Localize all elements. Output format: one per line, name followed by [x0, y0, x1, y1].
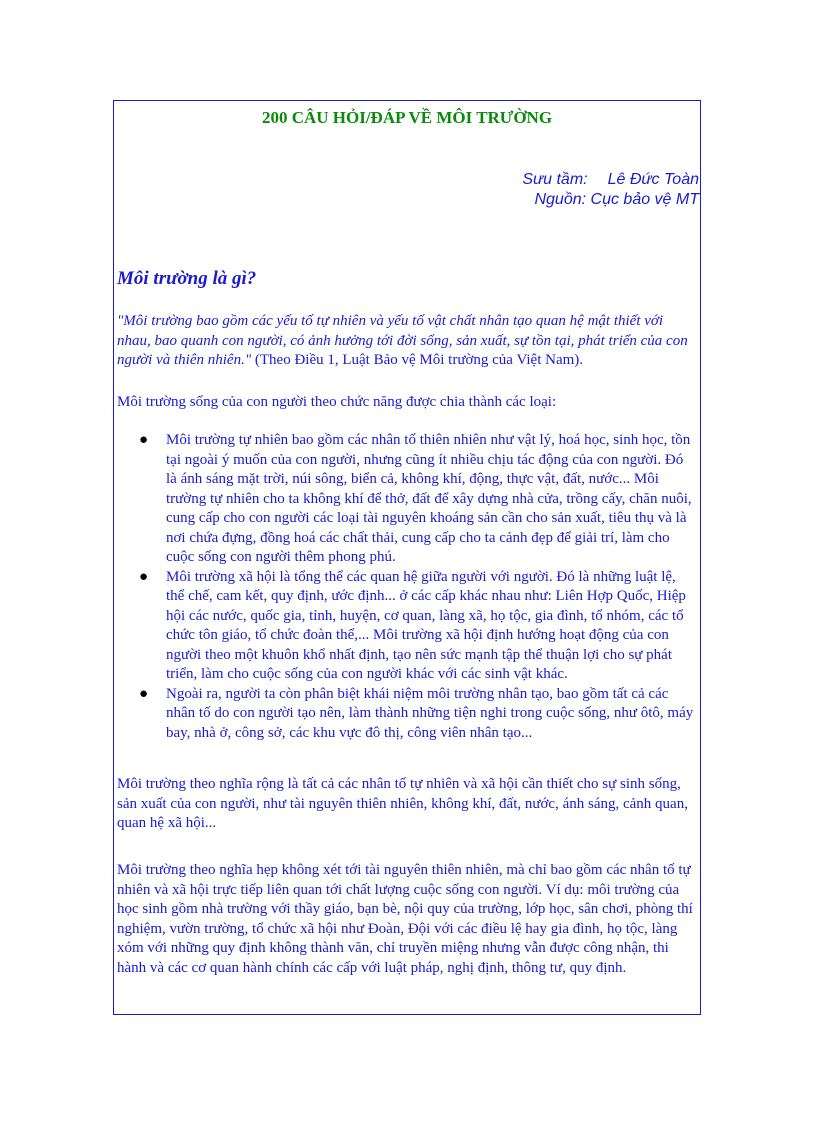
document-page: [113, 100, 701, 1015]
collector-label: Sưu tầm:: [522, 171, 588, 188]
definition-citation: (Theo Điều 1, Luật Bảo vệ Môi trường của Việt Nam).: [251, 352, 584, 368]
broad-definition-paragraph: Môi trường theo nghĩa rộng là tất cả các nhân tố tự nhiên và xã hội cần thiết cho sự sinh sống, sản xuất của con người, như tài nguyên thiên nhiên, không khí, đất, nước, ánh sáng, cảnh quan, quan hệ xã hội...: [117, 776, 688, 831]
list-item: [117, 431, 695, 568]
credits-block: [522, 170, 699, 210]
source-line: [522, 190, 699, 210]
collector-name: Lê Đức Toàn: [607, 171, 699, 188]
narrow-definition-paragraph: Môi trường theo nghĩa hẹp không xét tới tài nguyên thiên nhiên, mà chỉ bao gồm các nhân tố tự nhiên và xã hội trực tiếp liên quan tới chất lượng cuộc sống con người. Ví dụ: môi trường của học sinh gồm nhà trường với thầy giáo, bạn bè, nội quy của trường, lớp học, sân chơi, phòng thí nghiệm, vườn trường, tổ chức xã hội như Đoàn, Đội với các điều lệ hay gia đình, họ tộc, làng xóm với những quy định không thành văn, chỉ truyền miệng nhưng vẫn được công nhận, thi hành và các cơ quan hành chính các cấp với luật pháp, nghị định, thông tư, quy định.: [117, 862, 693, 976]
source-name: Cục bảo vệ MT: [590, 191, 699, 208]
bullet-icon: ●: [139, 568, 149, 585]
list-item: [117, 568, 695, 685]
list-item-text: Môi trường xã hội là tổng thể các quan hệ giữa người với người. Đó là những luật lệ, thể chế, cam kết, quy định, ước định... ở các cấp khác nhau như: Liên Hợp Quốc, Hiệp hội các nước, quốc gia, tỉnh, huyện, cơ quan, làng xã, họ tộc, gia đình, tổ nhóm, các tổ chức tôn giáo, tổ chức đoàn thể,... Môi trường xã hội định hướng hoạt động của con người theo một khuôn khổ nhất định, tạo nên sức mạnh tập thể thuận lợi cho sự phát triển, làm cho cuộc sống của con người khác với các sinh vật khác.: [166, 568, 686, 682]
list-item-text: Ngoài ra, người ta còn phân biệt khái niệm môi trường nhân tạo, bao gồm tất cả các nhân tố do con người tạo nên, làm thành những tiện nghi trong cuộc sống, như ôtô, máy bay, nhà ở, công sở, các khu vực đô thị, công viên nhân tạo...: [166, 685, 694, 741]
collector-line: [522, 170, 699, 190]
list-item: [117, 685, 695, 744]
bullet-icon: ●: [139, 685, 149, 702]
document-title: 200 CÂU HỎI/ĐÁP VỀ MÔI TRƯỜNG: [261, 108, 553, 127]
section-heading: Môi trường là gì?: [117, 268, 257, 289]
environment-types-list: [117, 431, 695, 743]
definition-paragraph: [117, 312, 695, 371]
bullet-icon: ●: [139, 432, 149, 448]
source-label: Nguồn:: [534, 191, 587, 208]
definition-quote: "Môi trường bao gồm các yếu tố tự nhiên và yếu tố vật chất nhân tạo quan hệ mật thiết với nhau, bao quanh con người, có ảnh hưởng tới đời sống, sản xuất, sự tồn tại, phát triển của con người và thiên nhiên.": [117, 313, 688, 368]
intro-paragraph: Môi trường sống của con người theo chức năng được chia thành các loại:: [117, 394, 557, 410]
list-item-text: Môi trường tự nhiên bao gồm các nhân tố thiên nhiên như vật lý, hoá học, sinh học, tồn tại ngoài ý muốn của con người, nhưng cũng ít nhiều chịu tác động của con người. Đó là ánh sáng mặt trời, núi sông, biển cả, không khí, động, thực vật, đất, nước... Môi trường tự nhiên cho ta không khí để thở, đất để xây dựng nhà cửa, trồng cấy, chăn nuôi, cung cấp cho con người các loại tài nguyên khoáng sản cần cho sản xuất, tiêu thụ và là nơi chứa đựng, đồng hoá các chất thải, cung cấp cho ta cảnh đẹp để giải trí, làm cho cuộc sống con người thêm phong phú.: [166, 432, 692, 565]
